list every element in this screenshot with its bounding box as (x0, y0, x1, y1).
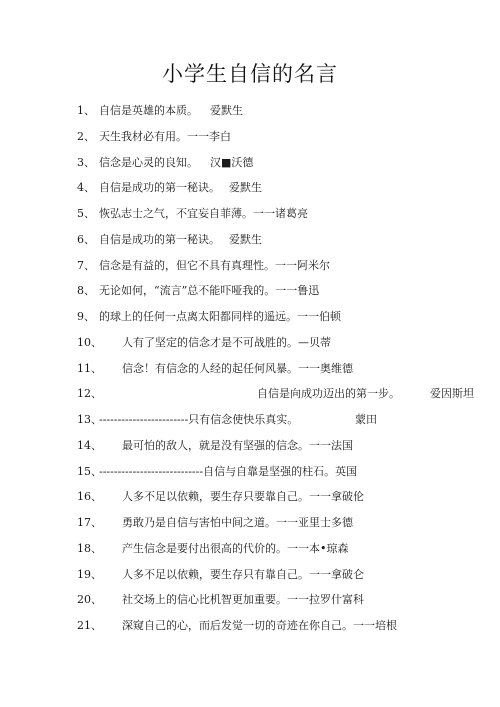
quote-text: 自信是向成功迈出的第一步。 (257, 387, 400, 401)
quote-number: 15、 (77, 464, 102, 478)
quote-item (77, 439, 487, 465)
quote-text: 社交场上的信心比机智更加重要。一一拉罗什富科 (122, 593, 364, 607)
quote-number: 2、 (77, 129, 95, 143)
quote-number: 12、 (77, 387, 102, 401)
quote-text: 勇敢乃是自信与害怕中间之道。一一亚里士多德 (122, 516, 353, 529)
quote-number: 6、 (77, 232, 95, 246)
quote-item (77, 156, 487, 182)
quote-number: 18、 (77, 541, 102, 555)
quote-number: 16、 (77, 490, 102, 504)
quote-item (77, 568, 487, 594)
quote-text: ----------------------------自信与自靠是坚强的柱石。英国 (99, 464, 358, 478)
quote-number: 14、 (77, 438, 102, 452)
quote-number: 19、 (77, 567, 102, 581)
quote-item (77, 387, 487, 413)
quote-item (77, 465, 487, 491)
quote-item (77, 593, 487, 619)
quote-text: 人多不足以依赖，要生存只要靠自己。一一拿破伦 (122, 490, 364, 504)
quote-text: 自信是英雄的本质。 (99, 104, 198, 117)
quote-item (77, 233, 487, 259)
quote-item (77, 362, 487, 388)
page-title: 小学生自信的名言 (162, 62, 338, 86)
quote-number: 20、 (77, 593, 102, 607)
quote-author: 爱默生 (229, 232, 262, 246)
quote-author: 蒙田 (355, 413, 377, 426)
quote-number: 4、 (77, 181, 95, 195)
quote-author: 爱默生 (229, 181, 262, 195)
quote-author: 爱因斯坦 (430, 387, 474, 401)
quote-item (77, 284, 487, 310)
quote-text: 无论如何，“流言”总不能吓哑我的。一一鲁迅 (99, 284, 320, 298)
quote-item (77, 207, 487, 233)
quote-item (77, 619, 487, 645)
quote-number: 8、 (77, 284, 95, 298)
quote-list (77, 104, 487, 645)
quote-text: 信念！有信念的人经的起任何风暴。一一奥维德 (122, 361, 353, 375)
quote-text: 自信是成功的第一秘诀。 (99, 181, 220, 195)
quote-text: 最可怕的敌人，就是没有坚强的信念。一一法国 (122, 438, 353, 452)
quote-item (77, 130, 487, 156)
quote-number: 17、 (77, 516, 102, 529)
quote-text: 人有了坚定的信念才是不可战胜的。—贝蒂 (122, 335, 331, 349)
quote-text: 深窥自己的心，而后发觉一切的奇迹在你自己。一一培根 (122, 619, 397, 632)
quote-text: 恢弘志士之气，不宜妄自菲薄。一一诸葛亮 (99, 207, 308, 220)
quote-text: 人多不足以依赖，要生存只有靠自己。一一拿破仑 (122, 567, 364, 581)
quote-number: 21、 (77, 619, 102, 632)
quote-item (77, 336, 487, 362)
quote-number: 9、 (77, 310, 95, 323)
quote-number: 1、 (77, 104, 95, 117)
quote-item (77, 259, 487, 285)
quote-text: 的球上的任何一点离太阳都同样的遥远。一一伯顿 (99, 310, 341, 323)
quote-number: 10、 (77, 335, 102, 349)
quote-text: 自信是成功的第一秘诀。 (99, 232, 220, 246)
quote-number: 5、 (77, 207, 95, 220)
quote-text: 天生我材必有用。一一李白 (99, 129, 231, 143)
quote-author: 汉■沃德 (210, 155, 254, 169)
quote-item (77, 413, 487, 439)
quote-number: 11、 (77, 361, 102, 375)
quote-number: 7、 (77, 258, 95, 272)
quote-item (77, 516, 487, 542)
quote-text: 产生信念是要付出很高的代价的。一一本•琼森 (122, 541, 349, 555)
quote-item (77, 181, 487, 207)
quote-item (77, 104, 487, 130)
quote-number: 13、 (77, 413, 102, 426)
quote-number: 3、 (77, 155, 95, 169)
quote-author: 爱默生 (210, 104, 243, 117)
quote-item (77, 542, 487, 568)
quote-item (77, 490, 487, 516)
quote-text: ------------------------只有信念使快乐真实。 (99, 413, 299, 426)
quote-text: 信念是有益的，但它不具有真理性。一一阿米尔 (99, 258, 330, 272)
quote-text: 信念是心灵的良知。 (99, 155, 198, 169)
quote-item (77, 310, 487, 336)
